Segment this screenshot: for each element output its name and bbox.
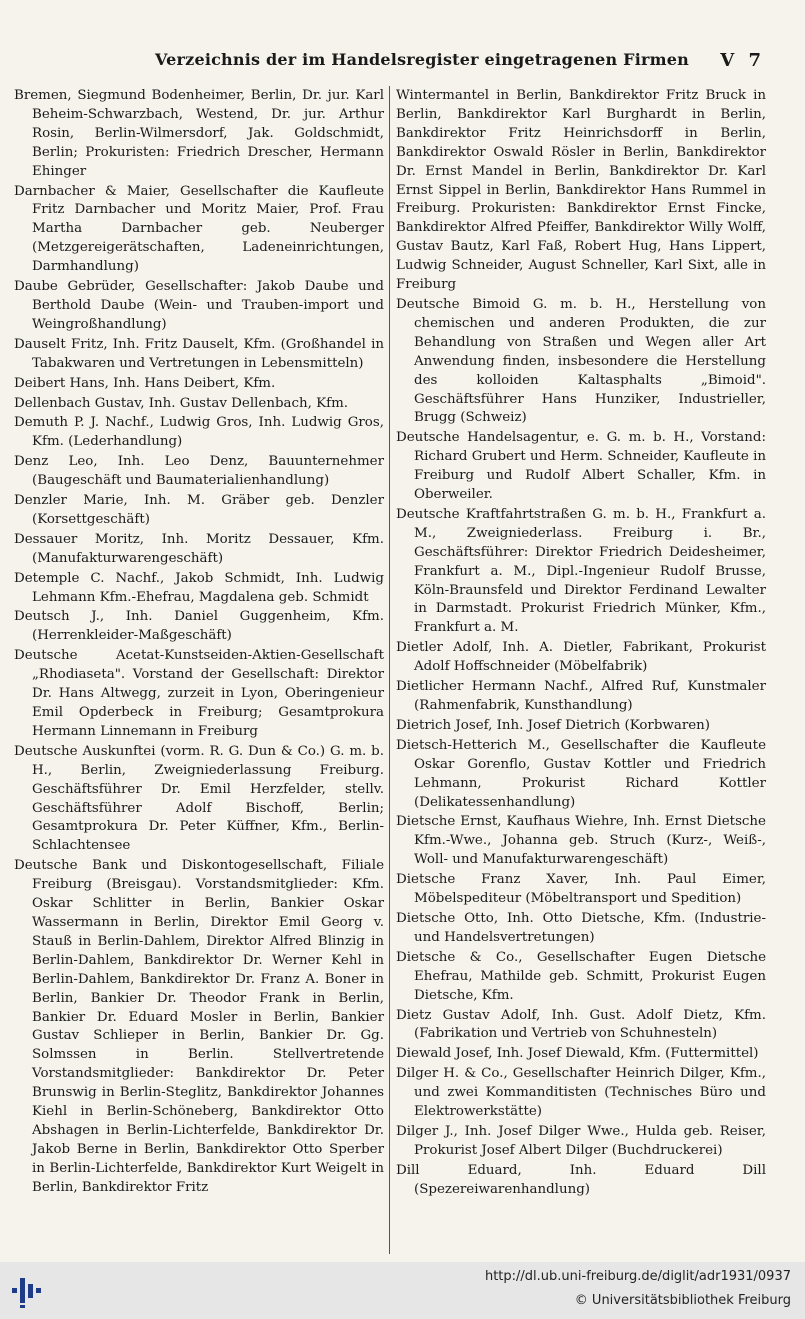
directory-entry: Bremen, Siegmund Bodenheimer, Berlin, Dr. jur. Karl Beheim-Schwarzbach, Westend, Dr. jur. Arthur Rosin, Berlin-Wilmersdorf, Jak. Goldschmidt, Berlin; Prokuristen: Friedrich Drescher, Hermann Ehinger [14, 88, 384, 179]
directory-entry: Daube Gebrüder, Gesellschafter: Jakob Daube und Berthold Daube (Wein- und Trauben-import und Weingroßhandlung) [14, 279, 384, 332]
directory-entry: Deutsche Bank und Diskontogesellschaft, Filiale Freiburg (Breisgau). Vorstandsmitglieder: Kfm. Oskar Schlitter in Berlin, Bankier Oskar Wassermann in Berlin, Direktor Emil Georg v. Stauß in Berlin-Dahlem, Direktor Alfred Blinzig in Berlin-Dahlem, Bankdirektor Dr. Werner Kehl in Berlin-Dahlem, Bankdirektor Dr. Franz A. Boner in Berlin, Bankier Dr. Theodor Frank in Berlin, Bankier Dr. Eduard Mosler in Berlin, Bankier Gustav Schlieper in Berlin, Bankier Dr. Gg. Solmssen in Berlin. Stellvertretende Vorstandsmitglieder: Bankdirektor Dr. Peter Brunswig in Berlin-Steglitz, Bankdirektor Johannes Kiehl in Berlin-Schöneberg, Bankdirektor Otto Abshagen in Berlin-Lichterfelde, Bankdirektor Dr. Jakob Berne in Berlin, Bankdirektor Otto Sperber in Berlin-Lichterfelde, Bankdirektor Kurt Weigelt in Berlin, Bankdirektor Fritz [14, 858, 384, 1195]
directory-entry: Dietsch-Hetterich M., Gesellschafter die Kaufleute Oskar Gorenflo, Gustav Kottler und Friedrich Lehmann, Prokurist Richard Kottler (Delikatessenhandlung) [396, 737, 766, 810]
directory-entry: Dill Eduard, Inh. Eduard Dill (Spezereiwarenhandlung) [396, 1162, 766, 1197]
directory-entry: Detemple C. Nachf., Jakob Schmidt, Inh. Ludwig Lehmann Kfm.-Ehefrau, Magdalena geb. Schmidt [14, 570, 384, 605]
directory-entry: Dilger J., Inh. Josef Dilger Wwe., Hulda geb. Reiser, Prokurist Josef Albert Dilger (Buchdruckerei) [396, 1123, 766, 1158]
directory-entry: Diewald Josef, Inh. Josef Diewald, Kfm. (Futtermittel) [396, 1046, 759, 1062]
library-logo-icon [8, 1270, 48, 1310]
directory-entry: Denzler Marie, Inh. M. Gräber geb. Denzler (Korsettgeschäft) [14, 493, 384, 527]
left-column [14, 87, 384, 1199]
directory-entry: Dietsche Ernst, Kaufhaus Wiehre, Inh. Ernst Dietsche Kfm.-Wwe., Johanna geb. Struch (Kurz-, Weiß-, Woll- und Manufakturwarengeschäft) [396, 814, 766, 868]
directory-entry: Dietsche & Co., Gesellschafter Eugen Dietsche Ehefrau, Mathilde geb. Schmitt, Prokurist Eugen Dietsche, Kfm. [396, 949, 766, 1003]
directory-entry: Dietz Gustav Adolf, Inh. Gust. Adolf Dietz, Kfm. (Fabrikation und Vertrieb von Schuhnesteln) [396, 1007, 766, 1042]
directory-entry: Dietsche Otto, Inh. Otto Dietsche, Kfm. (Industrie- und Handelsvertretungen) [396, 910, 766, 945]
directory-entry: Deibert Hans, Inh. Hans Deibert, Kfm. [14, 375, 276, 391]
directory-entry: Deutsche Kraftfahrtstraßen G. m. b. H., Frankfurt a. M., Zweigniederlass. Freiburg i. Br., Geschäftsführer: Direktor Friedrich Deidesheimer, Frankfurt a. M., Dipl.-Ingenieur Rudolf Brusse, Köln-Braunsfeld und Direktor Ferdinand Lewalter in Darmstadt. Prokurist Friedrich Münker, Kfm., Frankfurt a. M. [396, 506, 766, 636]
directory-entry: Dietler Adolf, Inh. A. Dietler, Fabrikant, Prokurist Adolf Hoffschneider (Möbelfabrik) [396, 640, 766, 675]
directory-entry: Dietrich Josef, Inh. Josef Dietrich (Korbwaren) [396, 717, 711, 733]
copyright-notice: © Universitätsbibliothek Freiburg [574, 1293, 791, 1308]
source-url-link[interactable]: http://dl.ub.uni-freiburg.de/diglit/adr1931/0937 [484, 1269, 791, 1284]
directory-entry: Dauselt Fritz, Inh. Fritz Dauselt, Kfm. (Großhandel in Tabakwaren und Vertretungen in Lebensmitteln) [14, 336, 384, 371]
directory-entry: Deutsche Acetat-Kunstseiden-Aktien-Gesellschaft „Rhodiaseta". Vorstand der Gesellschaft: Direktor Dr. Hans Altwegg, zurzeit in Lyon, Oberingenieur Emil Opderbeck in Freiburg; Gesamtprokura Hermann Linnemann in Freiburg [14, 648, 384, 739]
directory-entry: Darnbacher & Maier, Gesellschafter die Kaufleute Fritz Darnbacher und Moritz Maier, Prof. Frau Martha Darnbacher geb. Neuberger (Metzgereigerätschaften, Ladeneinrichtungen, Darmhandlung) [14, 183, 384, 275]
page-title: Verzeichnis der im Handelsregister eingetragenen Firmen [155, 50, 689, 69]
page-header [0, 50, 805, 80]
column-divider [389, 86, 390, 1254]
directory-entry: Deutsche Bimoid G. m. b. H., Herstellung von chemischen und anderen Produkten, die zur Behandlung von Straßen und Wegen aller Art Anwendung finden, insbesondere die Herstellung des kolloiden Kaltasphalts „Bimoid". Geschäftsführer Hans Hunziker, Industrieller, Brugg (Schweiz) [396, 296, 766, 426]
directory-entry: Denz Leo, Inh. Leo Denz, Bauunternehmer (Baugeschäft und Baumaterialienhandlung) [14, 454, 384, 489]
directory-entry: Dietlicher Hermann Nachf., Alfred Ruf, Kunstmaler (Rahmenfabrik, Kunsthandlung) [396, 679, 766, 713]
directory-entry: Demuth P. J. Nachf., Ludwig Gros, Inh. Ludwig Gros, Kfm. (Lederhandlung) [14, 415, 384, 450]
directory-entry: Deutsche Handelsagentur, e. G. m. b. H., Vorstand: Richard Grubert und Herm. Schneider, Kaufleute in Freiburg und Rudolf Albert Schaller, Kfm. in Oberweiler. [396, 430, 766, 503]
library-footer [0, 1262, 805, 1319]
directory-entry: Deutsch J., Inh. Daniel Guggenheim, Kfm. (Herrenkleider-Maßgeschäft) [14, 609, 384, 644]
right-column [396, 87, 766, 1201]
directory-entry: Dietsche Franz Xaver, Inh. Paul Eimer, Möbelspediteur (Möbeltransport und Spedition) [396, 872, 766, 907]
page-number: V 7 [720, 50, 765, 71]
directory-entry: Deutsche Auskunftei (vorm. R. G. Dun & Co.) G. m. b. H., Berlin, Zweigniederlassung Freiburg. Geschäftsführer Dr. Emil Herzfelder, stellv. Geschäftsführer Adolf Bischoff, Berlin; Gesamtprokura Dr. Peter Küffner, Kfm., Berlin-Schlachtensee [14, 743, 384, 854]
directory-entry: Dellenbach Gustav, Inh. Gustav Dellenbach, Kfm. [14, 395, 349, 411]
directory-entry: Dessauer Moritz, Inh. Moritz Dessauer, Kfm. (Manufakturwarengeschäft) [14, 531, 384, 566]
directory-entry-continued: Wintermantel in Berlin, Bankdirektor Fritz Bruck in Berlin, Bankdirektor Karl Burghardt in Berlin, Bankdirektor Fritz Heinrichsdorff in Berlin, Bankdirektor Oswald Rösler in Berlin, Bankdirektor Dr. Ernst Mandel in Berlin, Bankdirektor Dr. Karl Ernst Sippel in Berlin, Bankdirektor Hans Rummel in Freiburg. Prokuristen: Bankdirektor Ernst Fincke, Bankdirektor Alfred Pfeiffer, Bankdirektor Willy Wolff, Gustav Bautz, Karl Faß, Robert Hug, Hans Lippert, Ludwig Schneider, August Schneller, Karl Sixt, alle in Freiburg [396, 88, 766, 293]
directory-entry: Dilger H. & Co., Gesellschafter Heinrich Dilger, Kfm., und zwei Kommanditisten (Technisches Büro und Elektrowerkstätte) [396, 1066, 766, 1120]
